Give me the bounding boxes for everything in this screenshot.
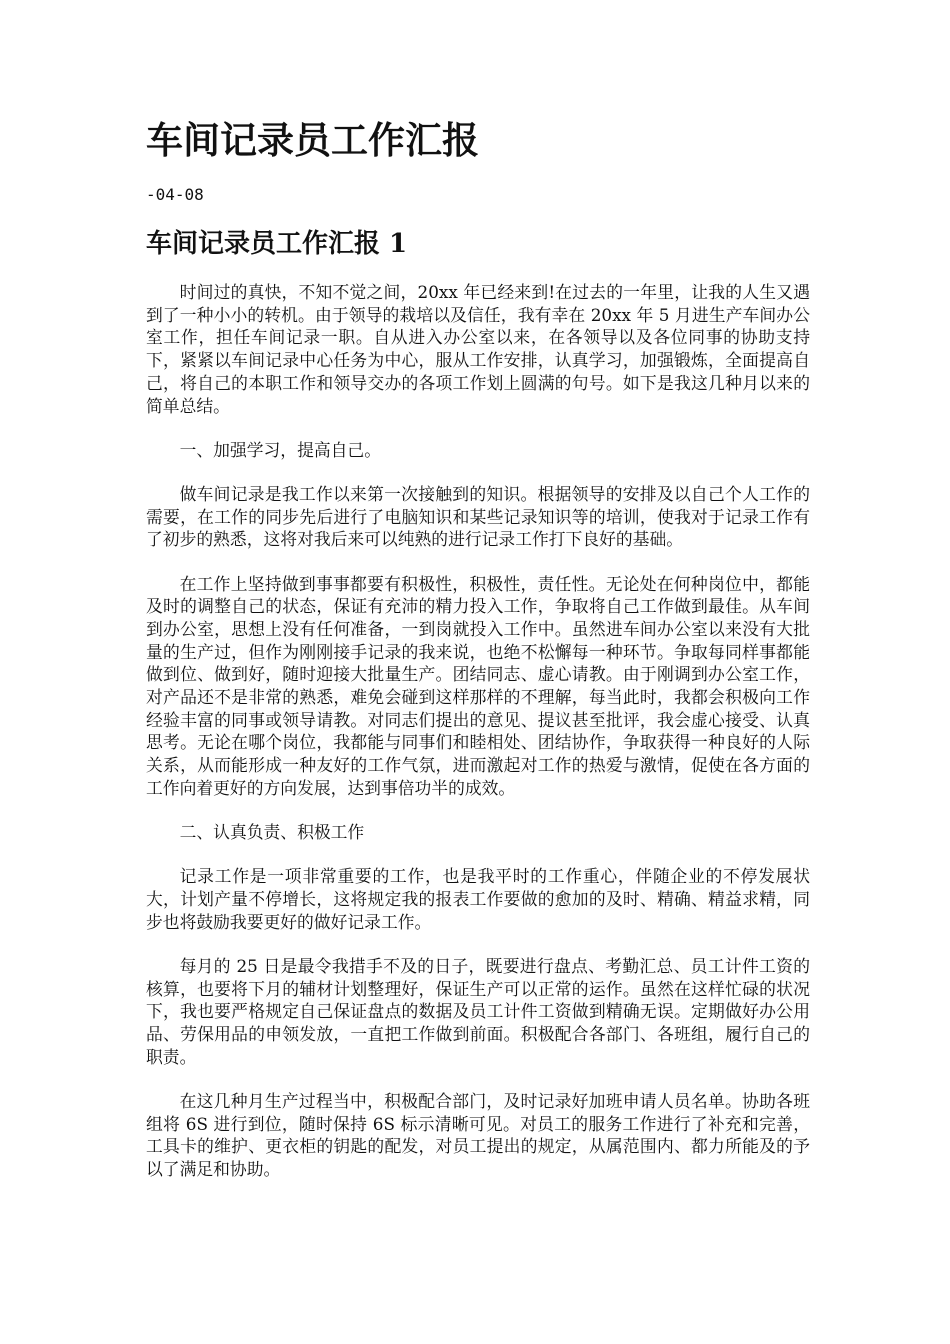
document-date: -04-08 [146,185,204,204]
paragraph-attitude: 在工作上坚持做到事事都要有积极性，积极性，责任性。无论处在何种岗位中，都能及时的调整自己的状态，保证有充沛的精力投入工作，争取将自己工作做到最佳。从车间到办公室，思想上没有任何准备，一到岗就投入工作中。虽然进车间办公室以来没有大批量的生产过，但作为刚刚接手记录的我来说，也绝不松懈每一种环节。争取每同样事都能做到位、做到好，随时迎接大批量生产。团结同志、虚心请教。由于刚调到办公室工作，对产品还不是非常的熟悉，难免会碰到这样那样的不理解，每当此时，我都会积极向工作经验丰富的同事或领导请教。对同志们提出的意见、提议甚至批评，我会虚心接受、认真思考。无论在哪个岗位，我都能与同事们和睦相处、团结协作，争取获得一种良好的人际关系，从而能形成一种友好的工作气氛，进而激起对工作的热爱与激情，促使在各方面的工作向着更好的方向发展，达到事倍功半的成效。 [146,573,810,798]
paragraph-training: 做车间记录是我工作以来第一次接触到的知识。根据领导的安排及以自己个人工作的需要，在工作的同步先后进行了电脑知识和某些记录知识等的培训，使我对于记录工作有了初步的熟悉，这将对我后来可以纯熟的进行记录工作打下良好的基础。 [146,483,810,550]
section-heading: 车间记录员工作汇报 1 [146,229,408,259]
document-title: 车间记录员工作汇报 [146,118,479,162]
paragraph-6s-support: 在这几种月生产过程当中，积极配合部门，及时记录好加班申请人员名单。协助各班组将 6S 进行到位，随时保持 6S 标示清晰可见。对员工的服务工作进行了补充和完善，工具卡的维护、更衣柜的钥匙的配发，对员工提出的规定，从属范围内、都力所能及的予以了满足和协助。 [146,1090,810,1179]
subheading-responsibility: 二、认真负责、积极工作 [179,822,365,843]
subheading-study: 一、加强学习，提高自己。 [179,439,381,460]
paragraph-records-work: 记录工作是一项非常重要的工作，也是我平时的工作重心，伴随企业的不停发展状大，计划产量不停增长，这将规定我的报表工作要做的愈加的及时、精确、精益求精，同步也将鼓励我要更好的做好记录工作。 [146,866,810,932]
document-body [146,281,810,1202]
paragraph-intro: 时间过的真快，不知不觉之间，20xx 年已经来到!在过去的一年里，让我的人生又遇到了一种小小的转机。由于领导的栽培以及信任，我有幸在 20xx 年 5 月进生产车间办公室工作，担任车间记录一职。自从进入办公室以来，在各领导以及各位同事的协助支持下，紧紧以车间记录中心任务为中心，服从工作安排，认真学习，加强锻炼，全面提高自己，将自己的本职工作和领导交办的各项工作划上圆满的句号。如下是我这几种月以来的简单总结。 [146,282,810,416]
paragraph-monthly-tasks: 每月的 25 日是最令我措手不及的日子，既要进行盘点、考勤汇总、员工计件工资的核算，也要将下月的辅材计划整理好，保证生产可以正常的运作。虽然在这样忙碌的状况下，我也要严格规定自己保证盘点的数据及员工计件工资做到精确无误。定期做好办公用品、劳保用品的申领发放，一直把工作做到前面。积极配合各部门、各班组，履行自己的职责。 [146,955,810,1067]
